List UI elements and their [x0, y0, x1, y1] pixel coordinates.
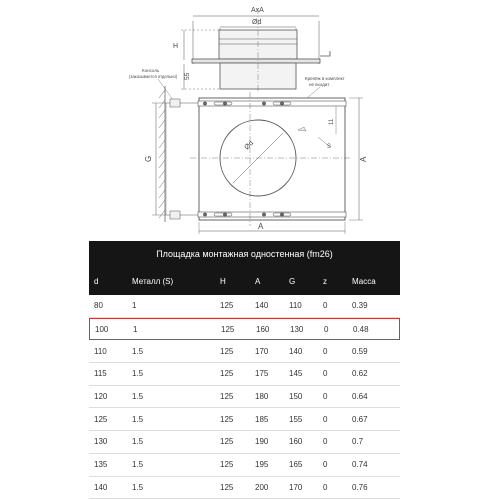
header-g: G [289, 277, 296, 286]
cell-a: 140 [255, 301, 269, 311]
cell-metal: 1 [132, 301, 137, 311]
cell-metal: 1.5 [132, 346, 144, 356]
cell-metal: 1.5 [132, 392, 144, 402]
header-z: z [323, 277, 327, 286]
header-h: H [220, 277, 226, 286]
cell-z: 0 [324, 324, 329, 334]
cell-mass: 0.7 [352, 437, 364, 447]
cell-a: 180 [255, 392, 269, 402]
cell-mass: 0.74 [352, 460, 368, 470]
cell-d: 100 [95, 324, 109, 334]
cell-g: 155 [289, 414, 303, 424]
cell-a: 195 [255, 460, 269, 470]
cell-h: 125 [220, 369, 234, 379]
cell-d: 80 [94, 301, 103, 311]
cell-z: 0 [323, 437, 328, 447]
cell-z: 0 [323, 301, 328, 311]
bottom-a-label: A [258, 222, 264, 231]
cell-d: 130 [94, 437, 108, 447]
table-body [89, 295, 400, 499]
cell-mass: 0.59 [352, 346, 368, 356]
technical-drawing [0, 0, 500, 237]
header-metal: Металл (S) [132, 277, 174, 286]
cell-h: 125 [220, 301, 234, 311]
cell-mass: 0.76 [352, 482, 368, 492]
table-row [89, 363, 400, 386]
header-mass: Масса [352, 277, 376, 286]
table-row [89, 386, 400, 409]
cell-z: 0 [323, 392, 328, 402]
spec-table [89, 241, 400, 499]
cell-metal: 1 [133, 324, 138, 334]
cell-a: 200 [255, 482, 269, 492]
cell-a: 185 [255, 414, 269, 424]
cell-g: 130 [290, 324, 304, 334]
table-header-row [89, 268, 400, 295]
height-label: H [173, 43, 179, 50]
bolt-note-line1: Крепёж в комплект [305, 76, 345, 81]
wall [159, 86, 165, 222]
cell-z: 0 [323, 414, 328, 424]
cell-g: 165 [289, 460, 303, 470]
cell-h: 125 [221, 324, 235, 334]
cell-d: 115 [94, 369, 107, 379]
cell-mass: 0.48 [353, 324, 369, 334]
table-row [89, 295, 400, 318]
cell-h: 125 [220, 414, 234, 424]
cell-metal: 1.5 [132, 460, 144, 470]
cell-a: 160 [256, 324, 270, 334]
cell-d: 120 [94, 392, 108, 402]
bracket-note-line2: (заказывается отдельно) [129, 74, 178, 79]
cell-z: 0 [323, 482, 328, 492]
cell-mass: 0.62 [352, 369, 368, 379]
cell-a: 190 [255, 437, 269, 447]
table-row [89, 431, 400, 454]
gap-label: 55 [184, 72, 191, 80]
table-row [89, 477, 400, 500]
cell-metal: 1.5 [132, 414, 144, 424]
table-row [89, 454, 400, 477]
cell-h: 125 [220, 460, 234, 470]
cell-z: 0 [323, 369, 328, 379]
cell-metal: 1.5 [132, 369, 144, 379]
side-g-label: G [144, 155, 153, 162]
cell-metal: 1.5 [132, 437, 144, 447]
diameter-plan-label: Ød [243, 139, 256, 152]
diameter-top-label: Ød [252, 19, 262, 26]
cell-g: 160 [289, 437, 303, 447]
slot-dim-label: 11 [329, 118, 335, 125]
cell-d: 110 [94, 346, 107, 356]
table-row [89, 340, 400, 363]
cell-d: 135 [94, 460, 108, 470]
side-a-label: A [359, 156, 368, 162]
cell-g: 110 [289, 301, 302, 311]
cell-g: 170 [289, 482, 303, 492]
bracket-note-line1: Консоль [142, 68, 160, 73]
cell-d: 140 [94, 482, 108, 492]
cell-g: 150 [289, 392, 303, 402]
top-dim-label: AxA [251, 7, 264, 14]
bolt-note-line2: не входит [309, 82, 330, 87]
header-d: d [94, 277, 99, 286]
thickness-label: S [327, 144, 332, 150]
cell-mass: 0.64 [352, 392, 368, 402]
cell-h: 125 [220, 346, 234, 356]
cell-g: 145 [289, 369, 303, 379]
cell-a: 170 [255, 346, 269, 356]
table-row [89, 408, 400, 431]
cell-metal: 1.5 [132, 482, 144, 492]
cell-g: 140 [289, 346, 303, 356]
cell-d: 125 [94, 414, 108, 424]
cell-mass: 0.39 [352, 301, 368, 311]
table-row-highlighted [89, 318, 400, 341]
table-title: Площадка монтажная одностенная (fm26) [89, 241, 400, 268]
cell-mass: 0.67 [352, 414, 368, 424]
plan-view [152, 92, 363, 234]
cell-h: 125 [220, 392, 234, 402]
cell-h: 125 [220, 482, 234, 492]
cell-a: 175 [255, 369, 269, 379]
cell-z: 0 [323, 346, 328, 356]
cell-h: 125 [220, 437, 234, 447]
cell-z: 0 [323, 460, 328, 470]
header-a: A [255, 277, 261, 286]
